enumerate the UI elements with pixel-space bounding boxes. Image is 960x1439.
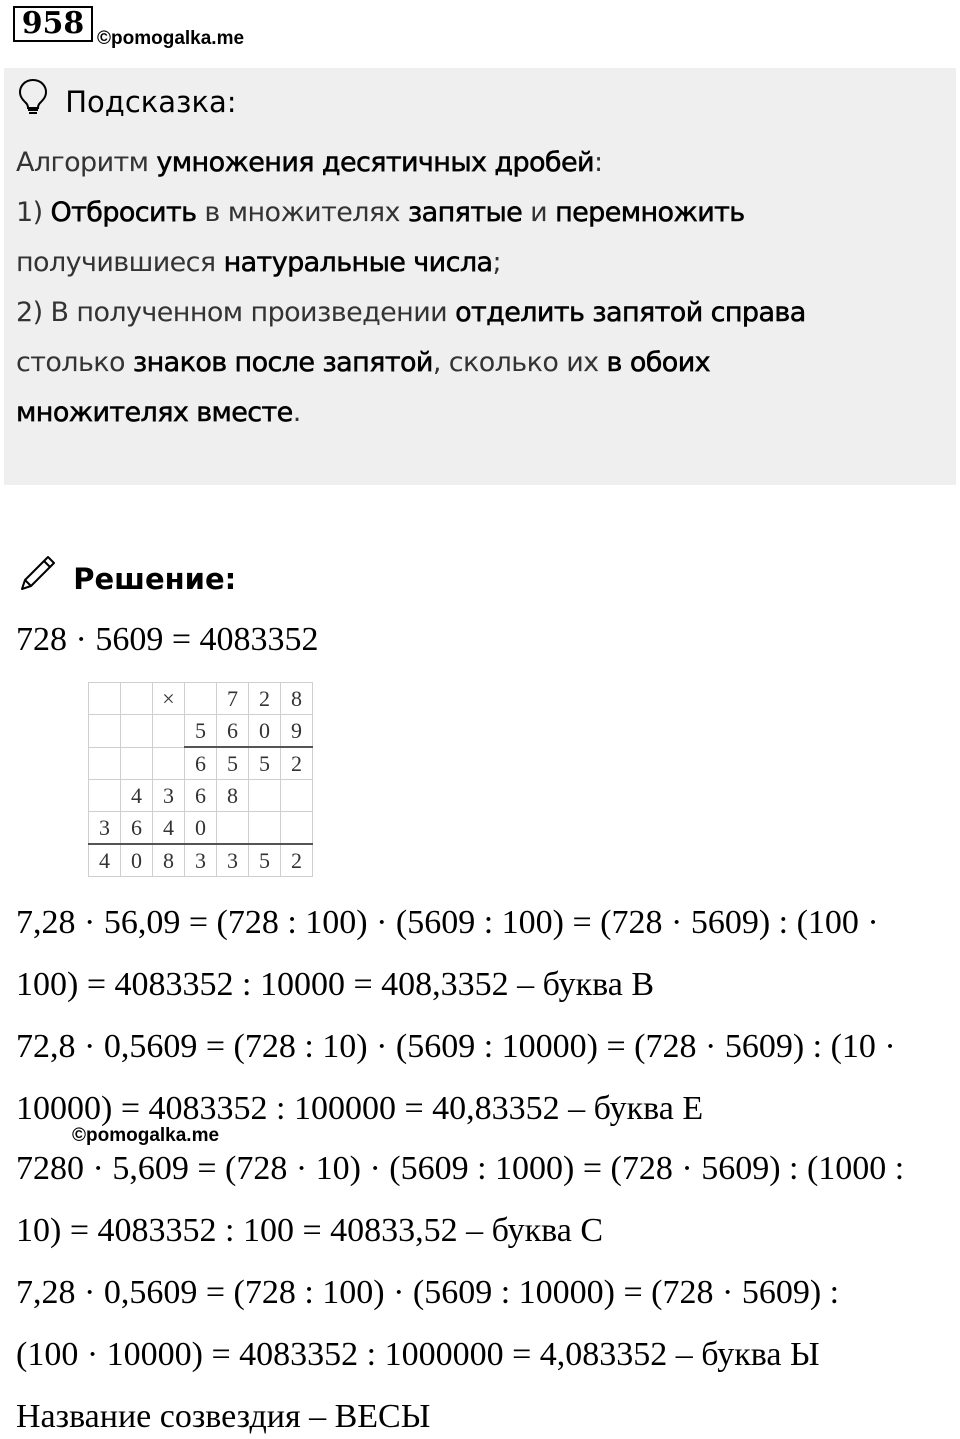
grid-cell [153, 747, 185, 780]
grid-cell: 3 [89, 812, 121, 845]
grid-cell [249, 812, 281, 845]
grid-cell: 3 [153, 780, 185, 812]
grid-cell: 0 [249, 715, 281, 748]
hint-line [16, 188, 946, 238]
solution-line: 72,8 · 0,5609 = (728 : 10) · (5609 : 10000) = (728 · 5609) : (10 · [16, 1028, 896, 1065]
lightbulb-icon [18, 78, 48, 126]
solution-line: 7,28 · 56,09 = (728 : 100) · (5609 : 100) = (728 · 5609) : (100 · [16, 904, 879, 941]
grid-cell: 5 [249, 747, 281, 780]
grid-cell: 6 [121, 812, 153, 845]
hint-text-run: ; [492, 247, 501, 278]
solution-line: (100 · 10000) = 4083352 : 1000000 = 4,083352 – буква Ы [16, 1336, 820, 1373]
hint-line [16, 338, 946, 388]
solution-title [18, 553, 236, 597]
grid-row [89, 844, 313, 877]
solution-first-line: 728 · 5609 = 4083352 [16, 621, 319, 658]
solution-title-label: Решение: [73, 562, 237, 596]
watermark: ©pomogalka.me [97, 28, 245, 49]
hint-text-run: столько [16, 347, 133, 378]
grid-cell: 9 [281, 715, 313, 748]
hint-title-label: Подсказка: [65, 85, 237, 119]
grid-cell: 8 [281, 683, 313, 715]
hint-text-run: 2) В полученном произведении [16, 297, 456, 328]
pencil-icon [18, 553, 58, 605]
hint-text-run: и [522, 197, 556, 228]
grid-cell: 6 [217, 715, 249, 748]
grid-cell [89, 683, 121, 715]
hint-box [4, 68, 956, 485]
grid-cell [121, 715, 153, 748]
hint-key-term: натуральные числа [223, 247, 493, 278]
hint-title [18, 78, 237, 118]
hint-text-run: , сколько их [432, 347, 607, 378]
grid-row [89, 780, 313, 812]
grid-cell: 6 [185, 780, 217, 812]
solution-line: 100) = 4083352 : 10000 = 408,3352 – буква В [16, 966, 655, 1003]
grid-cell [249, 780, 281, 812]
grid-cell [89, 747, 121, 780]
grid-cell [281, 780, 313, 812]
hint-text-run: в множителях [196, 197, 408, 228]
grid-cell: 4 [121, 780, 153, 812]
hint-key-term: знаков после запятой [132, 347, 433, 378]
hint-line [16, 288, 946, 338]
watermark: ©pomogalka.me [72, 1125, 220, 1146]
grid-cell [121, 683, 153, 715]
solution-line: 10000) = 4083352 : 100000 = 40,83352 – буква Е [16, 1090, 704, 1127]
grid-cell [89, 715, 121, 748]
grid-cell: 3 [217, 844, 249, 877]
hint-text-run: 1) [16, 197, 51, 228]
grid-cell: 5 [249, 844, 281, 877]
hint-key-term: множителях вместе [16, 397, 293, 428]
hint-key-term: Отбросить [50, 197, 197, 228]
grid-cell: 0 [185, 812, 217, 845]
grid-cell: 6 [185, 747, 217, 780]
hint-line [16, 138, 946, 188]
task-number: 958 [13, 6, 93, 42]
hint-text-run: . [292, 397, 301, 428]
grid-cell: 2 [281, 747, 313, 780]
hint-key-term: запятые [407, 197, 523, 228]
grid-cell: 7 [217, 683, 249, 715]
hint-key-term: умножения десятичных дробей [156, 147, 594, 178]
grid-cell [89, 780, 121, 812]
grid-cell: 3 [185, 844, 217, 877]
hint-key-term: в обоих [606, 347, 711, 378]
grid-cell: 8 [217, 780, 249, 812]
grid-cell [281, 812, 313, 845]
hint-text-run: Алгоритм [16, 147, 157, 178]
grid-row [89, 747, 313, 780]
solution-line: 7280 · 5,609 = (728 · 10) · (5609 : 1000) = (728 · 5609) : (1000 : [16, 1150, 905, 1187]
hint-text-run: получившиеся [16, 247, 224, 278]
grid-cell: × [153, 683, 185, 715]
grid-row [89, 812, 313, 845]
grid-cell: 4 [89, 844, 121, 877]
grid-cell: 2 [249, 683, 281, 715]
hint-text [16, 138, 946, 438]
hint-line [16, 388, 946, 438]
solution-answer: Название созвездия – ВЕСЫ [16, 1398, 431, 1435]
grid-cell: 4 [153, 812, 185, 845]
column-multiplication-grid [88, 682, 313, 877]
grid-cell: 5 [185, 715, 217, 748]
grid-cell: 8 [153, 844, 185, 877]
grid-cell [185, 683, 217, 715]
solution-line: 7,28 · 0,5609 = (728 : 100) · (5609 : 10000) = (728 · 5609) : [16, 1274, 840, 1311]
hint-line [16, 238, 946, 288]
hint-key-term: отделить запятой справа [455, 297, 806, 328]
grid-cell [153, 715, 185, 748]
grid-cell [121, 747, 153, 780]
grid-cell: 2 [281, 844, 313, 877]
grid-cell [217, 812, 249, 845]
grid-cell: 5 [217, 747, 249, 780]
solution-line: 10) = 4083352 : 100 = 40833,52 – буква С [16, 1212, 604, 1249]
grid-row [89, 715, 313, 748]
grid-cell: 0 [121, 844, 153, 877]
grid-row [89, 683, 313, 715]
hint-text-run: : [593, 147, 603, 178]
hint-key-term: перемножить [555, 197, 745, 228]
